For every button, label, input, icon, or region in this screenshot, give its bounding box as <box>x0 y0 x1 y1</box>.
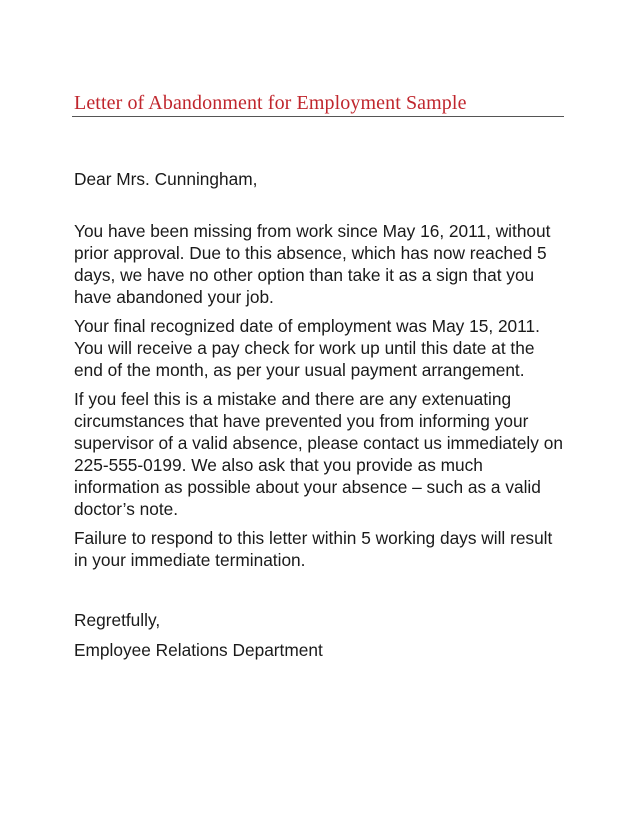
paragraph-absence: You have been missing from work since May 16, 2011, without prior approval. Due to this absence, which has now reached 5 days, we have no other option than take it as a sign that you have abandoned your job. <box>74 221 551 307</box>
letter-body <box>74 168 566 661</box>
salutation: Dear Mrs. Cunningham, <box>74 169 258 189</box>
closing-block <box>74 609 566 661</box>
document-title: Letter of Abandonment for Employment Sample <box>74 92 467 114</box>
signature: Employee Relations Department <box>74 640 323 660</box>
paragraph-termination: Failure to respond to this letter within 5 working days will result in your immediate termination. <box>74 528 553 570</box>
closing: Regretfully, <box>74 610 161 630</box>
title-underline <box>72 116 564 117</box>
paragraph-final-date: Your final recognized date of employment was May 15, 2011. You will receive a pay check for work up until this date at the end of the month, as per your usual payment arrangement. <box>74 316 540 380</box>
paragraph-contact: If you feel this is a mistake and there are any extenuating circumstances that have prevented you from informing your supervisor of a valid absence, please contact us immediately on 225-555-0199. We also ask that you provide as much information as possible about your absence – such as a valid doctor’s note. <box>74 389 563 519</box>
